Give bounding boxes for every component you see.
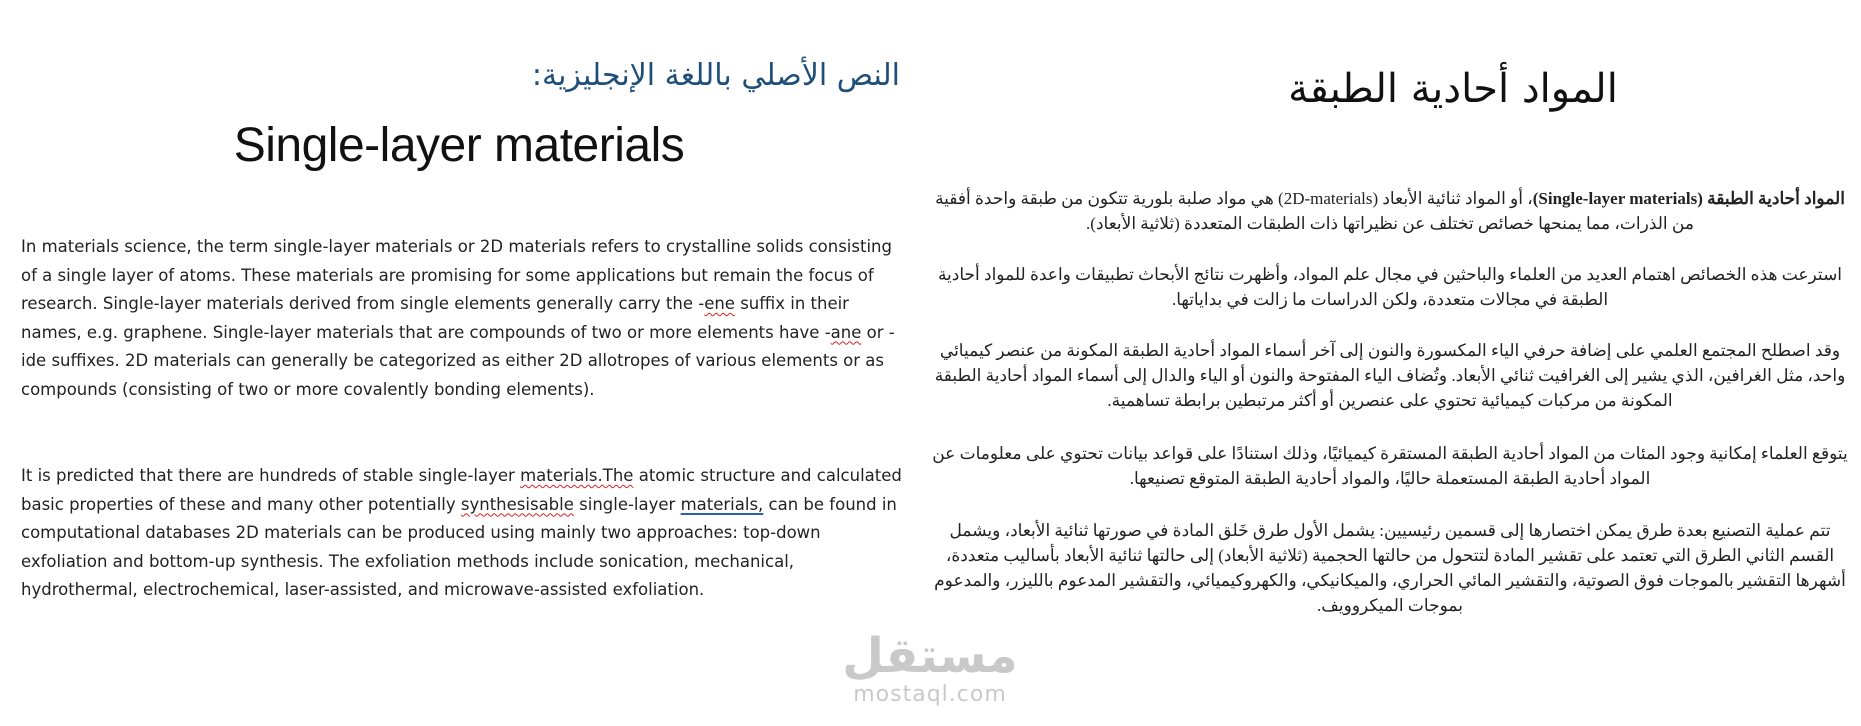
english-paragraph-1: In materials science, the term single-layer materials or 2D materials refers to crystalline solids consisting of a single layer of atoms. These materials are promising for some applications but remain the focus of research. Single-layer materials derived from single elements generally carry the -ene suffix in their names, e.g. graphene. Single-layer materials that are compounds of two or more elements have -ane or -ide suffixes. 2D materials can generally be categorized as either 2D allotropes of various elements or as compounds (consisting of two or more covalently bonding elements).	[21, 237, 895, 399]
spell-check-word: ane	[830, 322, 862, 342]
watermark-arabic-logo: مستقل	[842, 628, 1018, 684]
arabic-paragraph-2: استرعت هذه الخصائص اهتمام العديد من العلماء والباحثين في مجال علم المواد، وأظهرت نتائج الأبحاث تطبيقات واعدة للمواد أحادية الطبقة في مجالات متعددة، ولكن الدراسات ما زالت في بداياتها.	[937, 265, 1843, 309]
english-title: Single-layer materials	[233, 119, 685, 172]
arabic-bold-term: المواد أحادية الطبقة (Single-layer materials)	[1532, 189, 1845, 208]
english-paragraph-2: It is predicted that there are hundreds of stable single-layer materials.The atomic structure and calculated basic properties of these and many other potentially synthesisable single-layer materials, can be found in computational databases 2D materials can be produced using mainly two approaches: top-down exfoliation and bottom-up synthesis. The exfoliation methods include sonication, mechanical, hydrothermal, electrochemical, laser-assisted, and microwave-assisted exfoliation.	[21, 466, 902, 599]
spell-check-word: ene	[704, 294, 735, 313]
spell-check-word: synthesisable	[460, 494, 574, 514]
arabic-translation-column	[925, 0, 1861, 726]
arabic-paragraph-4: يتوقع العلماء إمكانية وجود المئات من المواد أحادية الطبقة المستقرة كيميائيًا، وذلك استنادًا على قواعد بيانات تحتوي على معلومات عن المواد أحادية الطبقة المستعملة حاليًا، والمواد أحادية الطبقة المتوقع تصنيعها.	[932, 444, 1848, 488]
original-text-heading: النص الأصلي باللغة الإنجليزية:	[531, 58, 900, 93]
arabic-paragraph-5: تتم عملية التصنيع بعدة طرق يمكن اختصارها إلى قسمين رئيسيين: يشمل الأول طرق خَلق المادة في صورتها ثنائية الأبعاد، ويشمل القسم الثاني الطرق التي تعتمد على تقشير المادة لتتحول من حالتها الحجمية (ثلاثية الأبعاد) إلى حالتها ثنائية الأبعاد بأساليب متعددة، أشهرها التقشير بالموجات فوق الصوتية، والتقشير المائي الحراري، والميكانيكي، والكهروكيميائي، والتقشير المدعوم بالليزر، والمدعوم بموجات الميكروويف.	[934, 521, 1846, 615]
watermark-latin-logo: mostaql.com	[853, 682, 1007, 707]
english-original-column	[0, 0, 910, 726]
spell-check-word: materials.The	[520, 466, 634, 485]
arabic-paragraph-3: وقد اصطلح المجتمع العلمي على إضافة حرفي الياء المكسورة والنون إلى آخر أسماء المواد أحادية الطبقة المكونة من عنصر كيميائي واحد، مثل الغرافين، الذي يشير إلى الغرافيت ثنائي الأبعاد. وتُضاف الياء المفتوحة والنون أو الياء والدال إلى أسماء المواد أحادية الطبقة المكونة من مركبات كيميائية تحتوي على عنصرين أو أكثر مرتبطين برابطة تساهمية.	[934, 341, 1846, 410]
grammar-check-word: materials,	[680, 494, 764, 514]
arabic-paragraph-1: المواد أحادية الطبقة (Single-layer materials)، أو المواد ثنائية الأبعاد (2D-materials) هي مواد صلبة بلورية تتكون من طبقة واحدة أفقية من الذرات، مما يمنحها خصائص تختلف عن نظيراتها ذات الطبقات المتعددة (ثلاثية الأبعاد).	[935, 189, 1845, 233]
arabic-title: المواد أحادية الطبقة	[1288, 66, 1618, 112]
mostaql-watermark	[835, 630, 1025, 708]
